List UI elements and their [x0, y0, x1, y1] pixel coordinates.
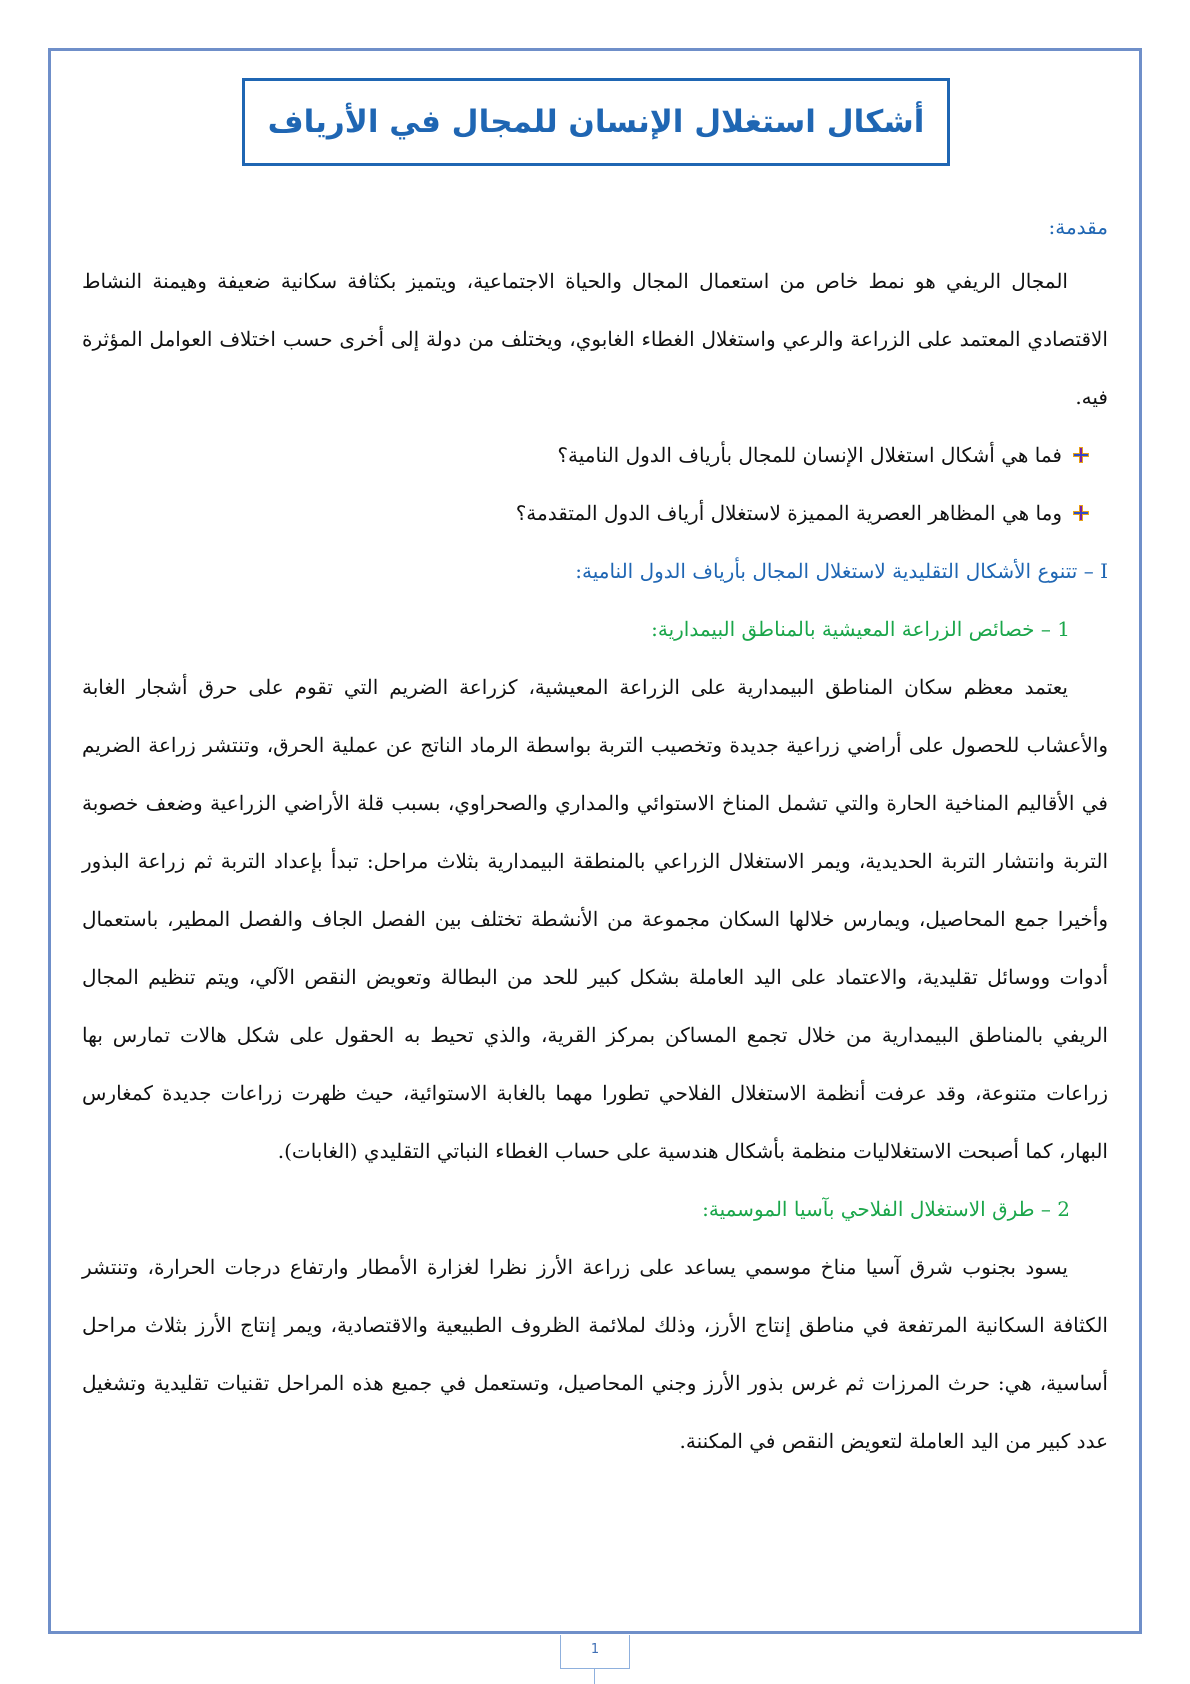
- title-box: [242, 78, 950, 166]
- question-item: [82, 426, 1108, 484]
- document-body: [82, 212, 1108, 1470]
- sub1-heading: 1 – خصائص الزراعة المعيشية بالمناطق البيمدارية:: [651, 617, 1070, 641]
- section1-heading: I – تتنوع الأشكال التقليدية لاستغلال المجال بأرياف الدول النامية:: [575, 559, 1108, 583]
- sub2-heading: 2 – طرق الاستغلال الفلاحي بآسيا الموسمية:: [702, 1197, 1070, 1221]
- intro-heading: مقدمة:: [1048, 215, 1108, 239]
- sub2-paragraph: يسود بجنوب شرق آسيا مناخ موسمي يساعد على زراعة الأرز نظرا لغزارة الأمطار وارتفاع درجات الحرارة، وتنتشر الكثافة السكانية المرتفعة في مناطق إنتاج الأرز، وذلك لملائمة الظروف الطبيعية والاقتصادية، ويمر إنتاج الأرز بثلاث مراحل أساسية، هي: حرث المرزات ثم غرس بذور الأرز وجني المحاصيل، وتستعمل في جميع هذه المراحل تقنيات تقليدية وتشغيل عدد كبير من اليد العاملة لتعويض النقص في المكننة.: [82, 1255, 1108, 1453]
- page-number: 1: [560, 1635, 630, 1669]
- question-text: فما هي أشكال استغلال الإنسان للمجال بأرياف الدول النامية؟: [557, 443, 1062, 467]
- footer-connector: [594, 1669, 595, 1684]
- page-title: أشكال استغلال الإنسان للمجال في الأرياف: [267, 104, 925, 140]
- intro-paragraph: المجال الريفي هو نمط خاص من استعمال المجال والحياة الاجتماعية، ويتميز بكثافة سكانية ضعيفة وهيمنة النشاط الاقتصادي المعتمد على الزراعة والرعي واستغلال الغطاء الغابوي، ويختلف من دولة إلى أخرى حسب اختلاف العوامل المؤثرة فيه.: [82, 269, 1108, 409]
- question-item: [82, 484, 1108, 542]
- plus-bullet-icon: [1072, 504, 1090, 522]
- question-text: وما هي المظاهر العصرية المميزة لاستغلال أرياف الدول المتقدمة؟: [515, 501, 1062, 525]
- plus-bullet-icon: [1072, 446, 1090, 464]
- sub1-paragraph: يعتمد معظم سكان المناطق البيمدارية على الزراعة المعيشية، كزراعة الضريم التي تقوم على حرق أشجار الغابة والأعشاب للحصول على أراضي زراعية جديدة وتخصيب التربة بواسطة الرماد الناتج عن عملية الحرق، وتنتشر زراعة الضريم في الأقاليم المناخية الحارة والتي تشمل المناخ الاستوائي والمداري والصحراوي، بسبب قلة الأراضي الزراعية وضعف خصوبة التربة وانتشار التربة الحديدية، ويمر الاستغلال الزراعي بالمنطقة البيمدارية بثلاث مراحل: تبدأ بإعداد التربة ثم زراعة البذور وأخيرا جمع المحاصيل، ويمارس خلالها السكان مجموعة من الأنشطة تختلف بين الفصل الجاف والفصل المطير، باستعمال أدوات ووسائل تقليدية، والاعتماد على اليد العاملة بشكل كبير للحد من البطالة وتعويض النقص الآلي، ويتم تنظيم المجال الريفي بالمناطق البيمدارية من خلال تجمع المساكن بمركز القرية، والذي تحيط به الحقول على شكل هالات تمارس بها زراعات متنوعة، وقد عرفت أنظمة الاستغلال الفلاحي تطورا مهما بالغابة الاستوائية، حيث ظهرت زراعات جديدة كمغارس البهار، كما أصبحت الاستغلاليات منظمة بأشكال هندسية على حساب الغطاء النباتي التقليدي (الغابات).: [82, 675, 1108, 1163]
